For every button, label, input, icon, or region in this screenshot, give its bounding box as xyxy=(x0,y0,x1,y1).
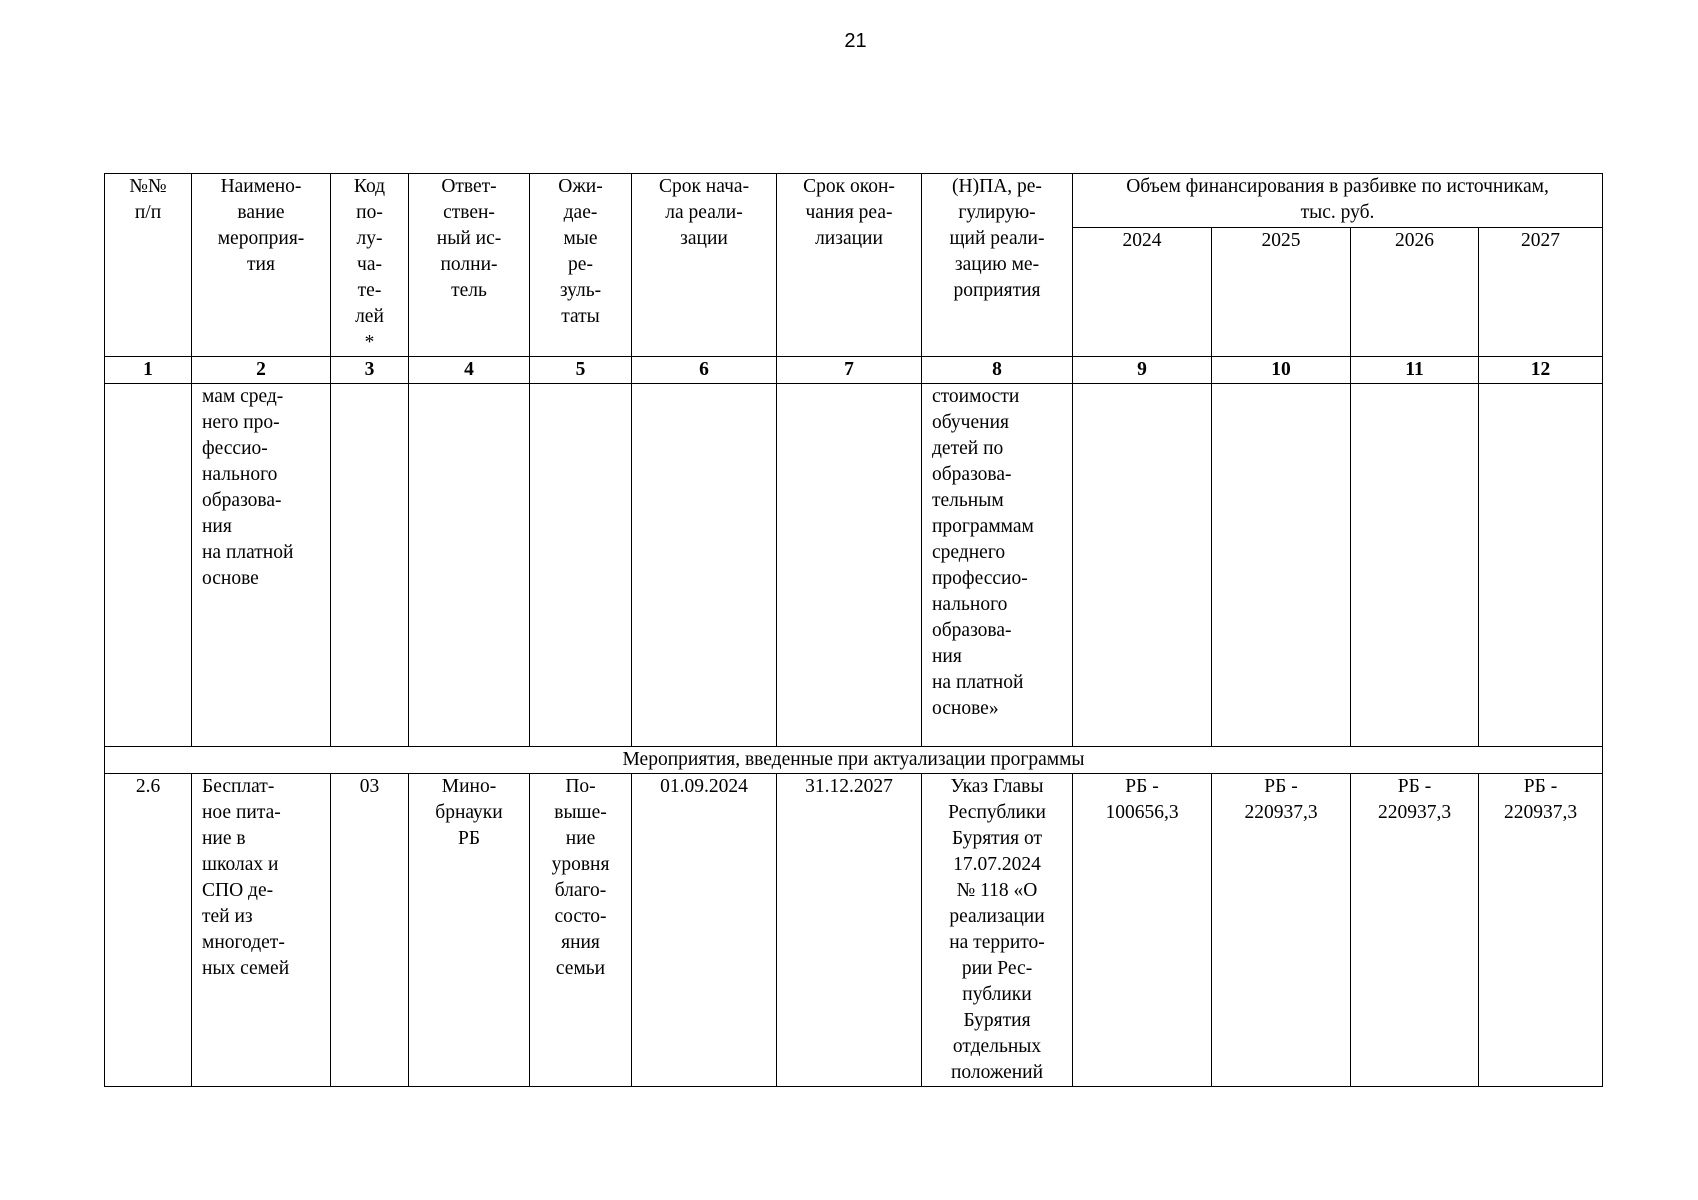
header-year: 2024 xyxy=(1073,227,1212,356)
header-financing: Объем финансирования в разбивке по источникам, тыс. руб. xyxy=(1073,174,1603,228)
cell-executor: Мино- брнауки РБ xyxy=(409,774,530,1087)
cell-empty xyxy=(632,384,777,747)
header-end-date: Срок окон- чания реа- лизации xyxy=(777,174,922,357)
header-executor: Ответ- ствен- ный ис- полни- тель xyxy=(409,174,530,357)
section-row xyxy=(105,747,1603,774)
column-number: 10 xyxy=(1212,357,1351,384)
column-number: 2 xyxy=(192,357,331,384)
cell-empty xyxy=(105,384,192,747)
cell-financing-2026: РБ - 220937,3 xyxy=(1351,774,1479,1087)
cell-empty xyxy=(1351,384,1479,747)
column-number: 9 xyxy=(1073,357,1212,384)
page-number: 21 xyxy=(844,30,867,52)
cell-expected-results: По- выше- ние уровня благо- состо- яния семьи xyxy=(530,774,632,1087)
cell-empty xyxy=(530,384,632,747)
cell-financing-2025: РБ - 220937,3 xyxy=(1212,774,1351,1087)
column-number: 3 xyxy=(331,357,409,384)
cell-regulation: стоимости обучения детей по образова- тельным программам среднего профессио- нального образова- ния на платной основе» xyxy=(922,384,1073,747)
header-year: 2025 xyxy=(1212,227,1351,356)
cell-number: 2.6 xyxy=(105,774,192,1087)
section-title: Мероприятия, введенные при актуализации программы xyxy=(105,747,1603,774)
header-expected-results: Ожи- дае- мые ре- зуль- таты xyxy=(530,174,632,357)
cell-activity-name: мам сред- него про- фессио- нального образова- ния на платной основе xyxy=(192,384,331,747)
column-number: 6 xyxy=(632,357,777,384)
cell-empty xyxy=(1479,384,1603,747)
cell-financing-2024: РБ - 100656,3 xyxy=(1073,774,1212,1087)
column-number: 1 xyxy=(105,357,192,384)
cell-regulation: Указ Главы Республики Бурятия от 17.07.2024 № 118 «О реализации на террито- рии Рес- публики Бурятия отдельных положений xyxy=(922,774,1073,1087)
column-number: 8 xyxy=(922,357,1073,384)
header-row xyxy=(105,174,1603,228)
cell-empty xyxy=(409,384,530,747)
table-row-continuation xyxy=(105,384,1603,747)
column-numbers-row xyxy=(105,357,1603,384)
column-number: 11 xyxy=(1351,357,1479,384)
header-year: 2027 xyxy=(1479,227,1603,356)
header-start-date: Срок нача- ла реали- зации xyxy=(632,174,777,357)
program-activities-table xyxy=(104,173,1603,1087)
cell-empty xyxy=(777,384,922,747)
cell-activity-name: Бесплат- ное пита- ние в школах и СПО де- тей из многодет- ных семей xyxy=(192,774,331,1087)
header-year: 2026 xyxy=(1351,227,1479,356)
header-regulation: (Н)ПА, ре- гулирую- щий реали- зацию ме- роприятия xyxy=(922,174,1073,357)
header-activity-name: Наимено- вание мероприя- тия xyxy=(192,174,331,357)
column-number: 7 xyxy=(777,357,922,384)
cell-financing-2027: РБ - 220937,3 xyxy=(1479,774,1603,1087)
column-number: 5 xyxy=(530,357,632,384)
cell-empty xyxy=(1212,384,1351,747)
cell-recipient-code: 03 xyxy=(331,774,409,1087)
column-number: 4 xyxy=(409,357,530,384)
cell-empty xyxy=(331,384,409,747)
table-row xyxy=(105,774,1603,1087)
cell-end-date: 31.12.2027 xyxy=(777,774,922,1087)
column-number: 12 xyxy=(1479,357,1603,384)
header-recipient-code: Код по- лу- ча- те- лей * xyxy=(331,174,409,357)
header-number: №№ п/п xyxy=(105,174,192,357)
cell-empty xyxy=(1073,384,1212,747)
cell-start-date: 01.09.2024 xyxy=(632,774,777,1087)
